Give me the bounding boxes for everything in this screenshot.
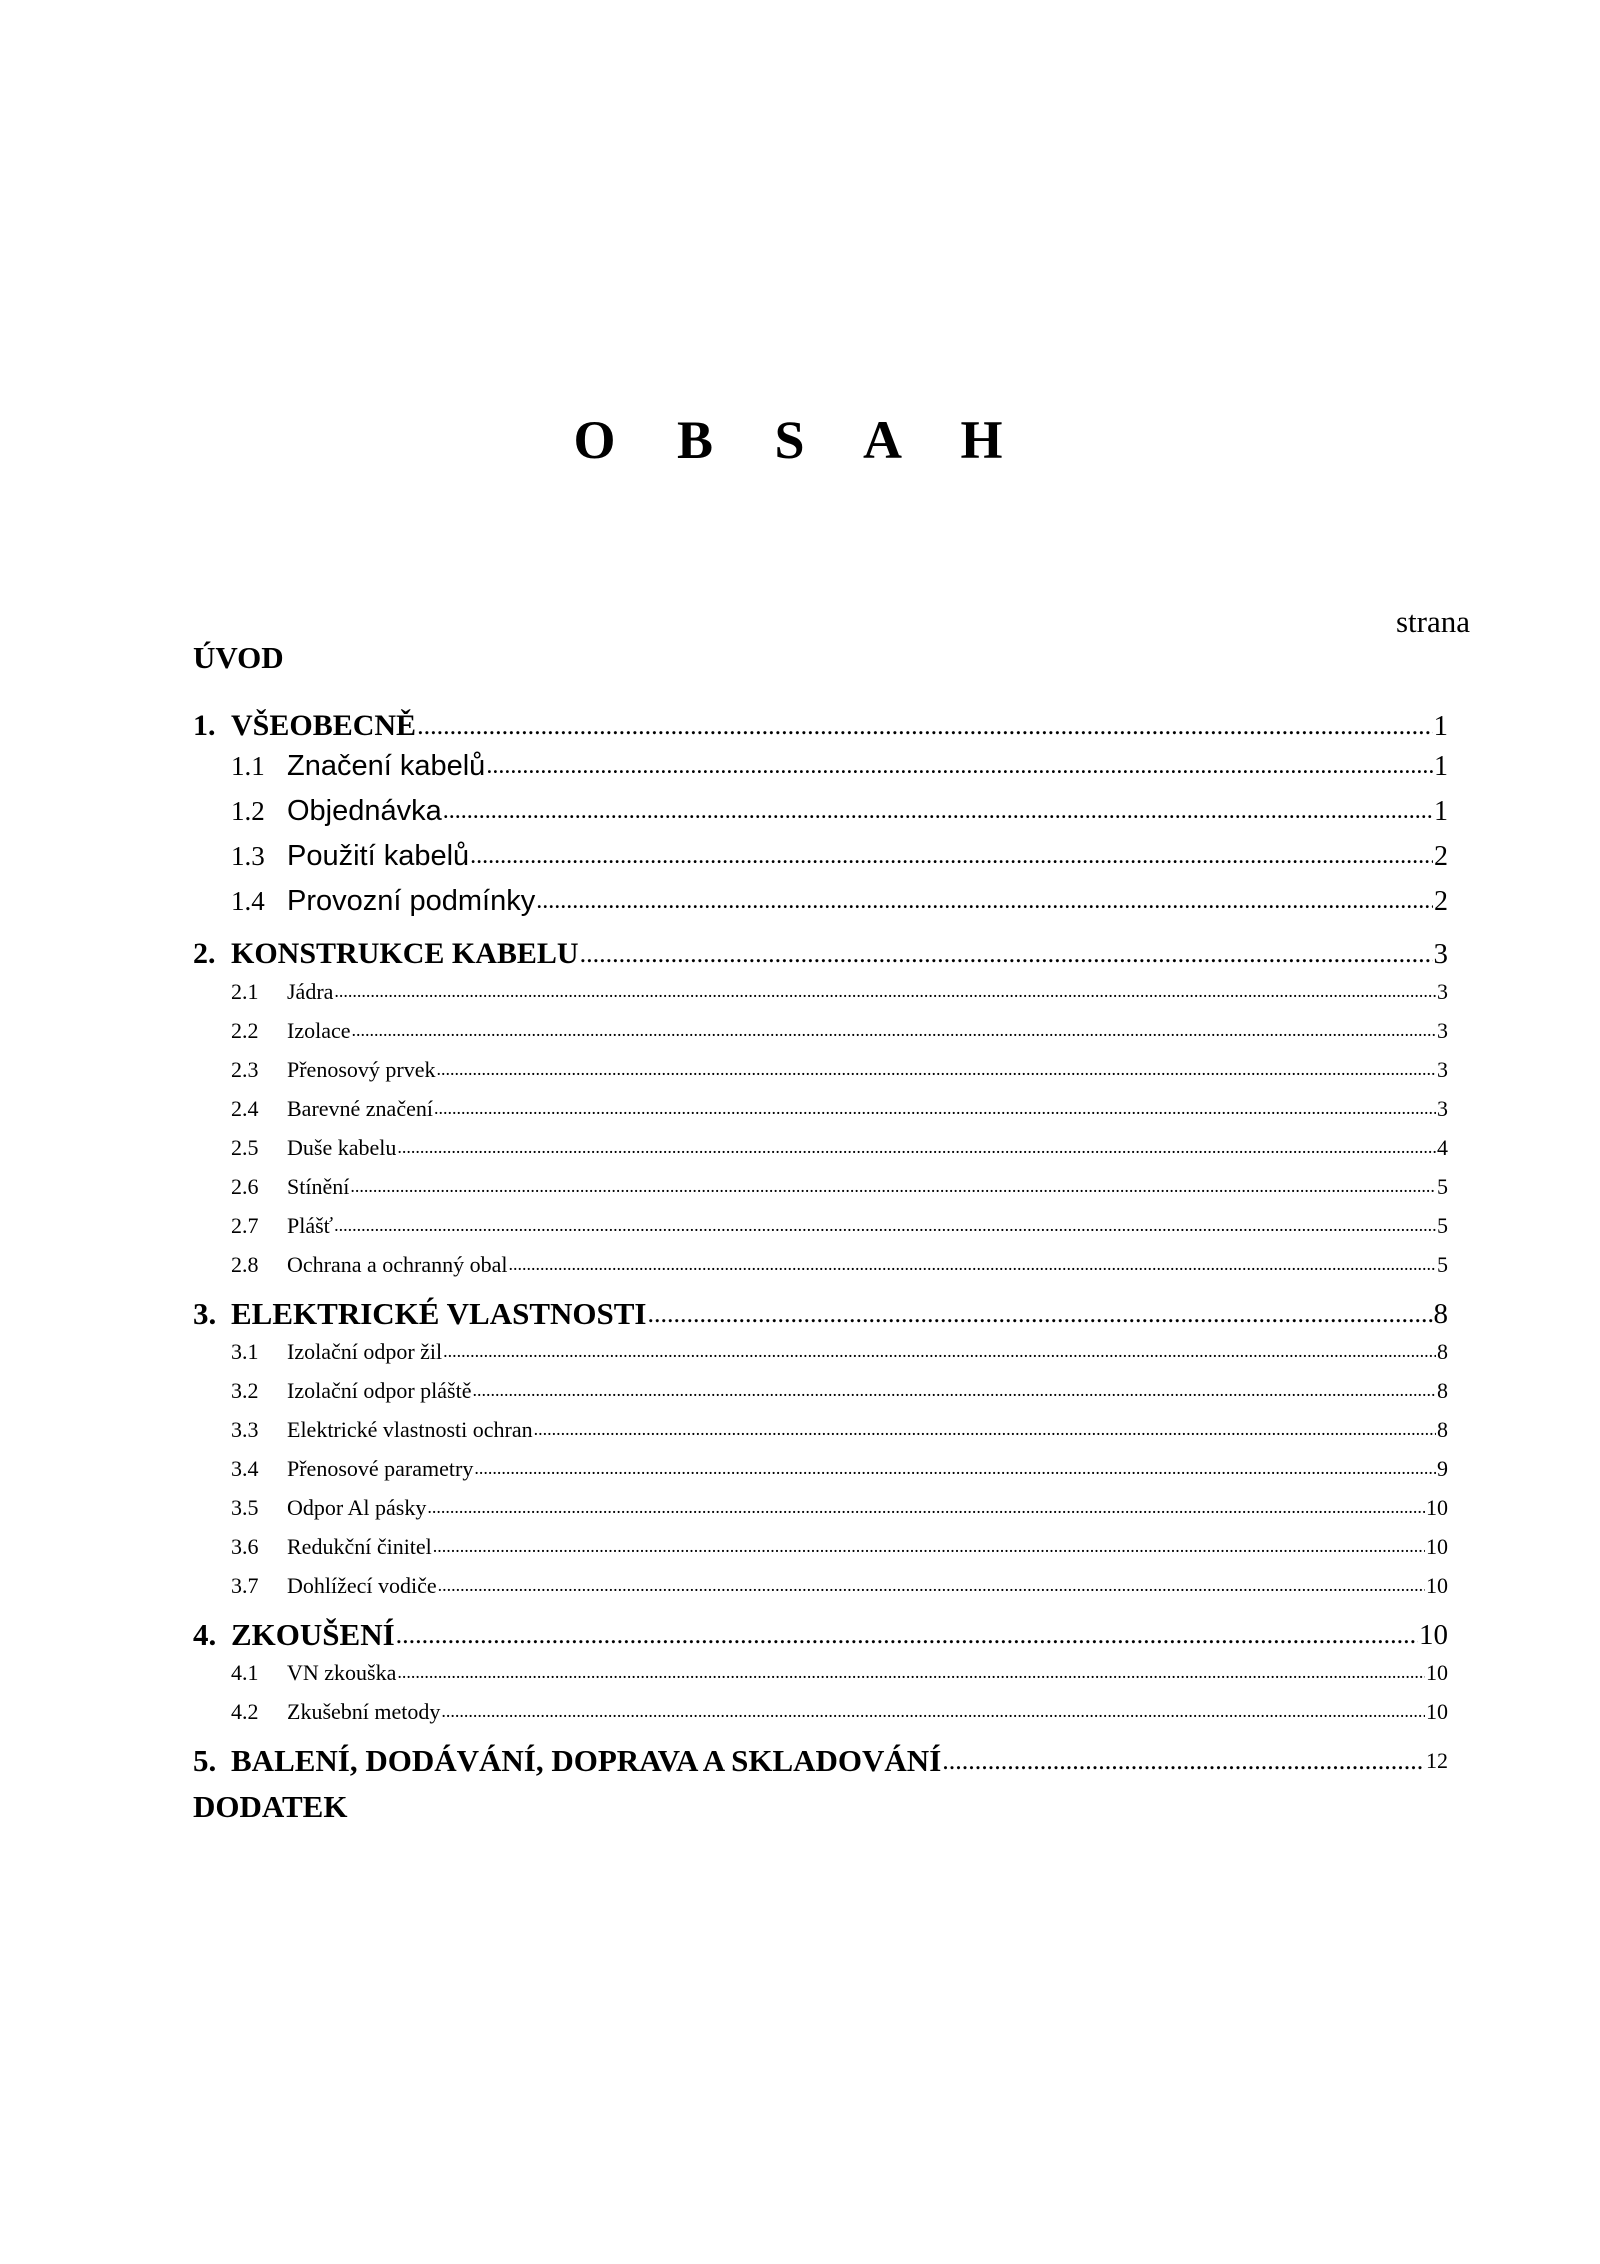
toc-page-number: 8 [1433, 1298, 1448, 1330]
toc-subsection-2-8[interactable] [193, 1245, 1448, 1284]
toc-subsection-label: Provozní podmínky [287, 885, 536, 917]
toc-subsection-number: 2.8 [231, 1252, 259, 1277]
toc-subsection-label: Barevné značení [287, 1096, 433, 1121]
toc-subsection-2-4[interactable] [193, 1089, 1448, 1128]
toc-subsection-1-2[interactable] [193, 789, 1448, 834]
toc-subsection-3-4[interactable] [193, 1449, 1448, 1488]
toc-subsection-number: 2.4 [231, 1096, 259, 1121]
toc-subsection-3-3[interactable] [193, 1410, 1448, 1449]
toc-subsection-number: 3.6 [231, 1534, 259, 1559]
toc-subsection-3-6[interactable] [193, 1527, 1448, 1566]
toc-page-number: 8 [1437, 1417, 1448, 1442]
toc-leader-dots [536, 879, 1433, 924]
toc-leader-dots [443, 789, 1433, 834]
toc-page-number: 8 [1437, 1378, 1448, 1403]
toc-subsection-number: 3.2 [231, 1378, 259, 1403]
toc-page-number: 4 [1437, 1135, 1448, 1160]
toc-leader-dots [397, 1128, 1436, 1167]
toc-subsection-label: Stínění [287, 1174, 350, 1199]
toc-leader-dots [417, 708, 1432, 744]
toc-leader-dots [441, 1692, 1425, 1731]
toc-leader-dots [350, 1167, 1436, 1206]
toc-leader-dots [443, 1332, 1436, 1371]
toc-leader-dots [397, 1653, 1425, 1692]
toc-subsection-label: Značení kabelů [287, 750, 486, 782]
toc-page-number: 10 [1419, 1619, 1448, 1651]
toc-subsection-label: Izolace [287, 1018, 351, 1043]
toc-leader-dots [334, 972, 1436, 1011]
toc-subsection-1-4[interactable] [193, 879, 1448, 924]
toc-leader-dots [334, 1206, 1436, 1245]
toc-leader-dots [438, 1566, 1425, 1605]
toc-page-number: 5 [1437, 1213, 1448, 1238]
toc-page-number: 10 [1426, 1660, 1448, 1685]
toc-subsection-number: 2.3 [231, 1057, 259, 1082]
toc-subsection-label: Redukční činitel [287, 1534, 432, 1559]
toc-page-number: 1 [1433, 710, 1448, 742]
table-of-contents [193, 640, 1448, 1825]
toc-subsection-3-7[interactable] [193, 1566, 1448, 1605]
toc-leader-dots [509, 1245, 1436, 1284]
toc-subsection-number: 4.2 [231, 1699, 259, 1724]
toc-section-number: 2. [193, 937, 216, 970]
toc-section-number: 3. [193, 1296, 217, 1331]
toc-subsection-label: VN zkouška [287, 1660, 397, 1685]
toc-leader-dots [434, 1089, 1436, 1128]
toc-leader-dots [473, 1371, 1437, 1410]
toc-page-number: 3 [1437, 979, 1448, 1004]
toc-leader-dots [436, 1050, 1436, 1089]
toc-page-number: 10 [1426, 1573, 1448, 1598]
toc-leader-dots [433, 1527, 1425, 1566]
toc-subsection-number: 2.1 [231, 979, 259, 1004]
toc-appendix[interactable] [193, 1789, 1448, 1825]
toc-page-number: 10 [1426, 1699, 1448, 1724]
toc-leader-dots [534, 1410, 1436, 1449]
toc-subsection-3-5[interactable] [193, 1488, 1448, 1527]
toc-subsection-3-1[interactable] [193, 1332, 1448, 1371]
toc-subsection-2-1[interactable] [193, 972, 1448, 1011]
toc-page-number: 3 [1437, 1057, 1448, 1082]
toc-subsection-number: 4.1 [231, 1660, 259, 1685]
toc-page-number: 10 [1426, 1495, 1448, 1520]
toc-page-number: 9 [1437, 1456, 1448, 1481]
toc-section-1[interactable] [193, 708, 1448, 744]
toc-section-number: 5. [193, 1743, 217, 1778]
toc-subsection-number: 2.2 [231, 1018, 259, 1043]
toc-subsection-label: Přenosový prvek [287, 1057, 436, 1082]
toc-section-2[interactable] [193, 936, 1448, 972]
toc-page-number: 8 [1437, 1339, 1448, 1364]
toc-subsection-number: 3.7 [231, 1573, 259, 1598]
page-title: O B S A H [573, 410, 1027, 470]
toc-leader-dots [427, 1488, 1425, 1527]
toc-section-label: ZKOUŠENÍ [231, 1617, 395, 1652]
toc-section-label: ELEKTRICKÉ VLASTNOSTI [231, 1296, 647, 1331]
toc-intro[interactable] [193, 640, 1448, 676]
toc-subsection-2-5[interactable] [193, 1128, 1448, 1167]
toc-appendix-label: DODATEK [193, 1789, 348, 1824]
toc-page-number: 2 [1434, 886, 1448, 917]
toc-leader-dots [942, 1743, 1425, 1779]
toc-subsection-number: 1.4 [231, 886, 265, 916]
toc-page-number: 3 [1437, 1018, 1448, 1043]
toc-subsection-label: Jádra [287, 979, 334, 1004]
toc-subsection-number: 2.5 [231, 1135, 259, 1160]
toc-page-number: 3 [1433, 938, 1448, 970]
toc-subsection-label: Objednávka [287, 795, 442, 827]
toc-subsection-label: Ochrana a ochranný obal [287, 1252, 508, 1277]
toc-leader-dots [486, 744, 1433, 789]
toc-section-label: VŠEOBECNĚ [231, 709, 417, 742]
toc-section-5[interactable] [193, 1743, 1448, 1779]
toc-subsection-2-6[interactable] [193, 1167, 1448, 1206]
toc-subsection-number: 1.1 [231, 751, 265, 781]
toc-section-4[interactable] [193, 1617, 1448, 1653]
toc-leader-dots [470, 834, 1433, 879]
toc-leader-dots [474, 1449, 1436, 1488]
toc-leader-dots [396, 1617, 1418, 1653]
toc-section-number: 1. [193, 709, 216, 742]
toc-subsection-number: 3.4 [231, 1456, 259, 1481]
toc-subsection-label: Izolační odpor žil [287, 1339, 443, 1364]
toc-subsection-number: 3.5 [231, 1495, 259, 1520]
toc-subsection-1-1[interactable] [193, 744, 1448, 789]
toc-page-number: 5 [1437, 1252, 1448, 1277]
page-column-label: strana [1395, 604, 1470, 639]
toc-subsection-number: 1.3 [231, 841, 265, 871]
toc-leader-dots [648, 1296, 1433, 1332]
toc-subsection-2-7[interactable] [193, 1206, 1448, 1245]
toc-section-label: KONSTRUKCE KABELU [231, 937, 579, 970]
toc-page-number: 5 [1437, 1174, 1448, 1199]
toc-subsection-number: 1.2 [231, 796, 265, 826]
toc-subsection-1-3[interactable] [193, 834, 1448, 879]
toc-page-number: 12 [1426, 1748, 1448, 1773]
toc-section-number: 4. [193, 1617, 217, 1652]
toc-intro-label: ÚVOD [193, 640, 284, 675]
toc-page-number: 3 [1437, 1096, 1448, 1121]
toc-leader-dots [580, 936, 1433, 972]
toc-page-number: 2 [1434, 841, 1448, 872]
toc-subsection-label: Zkušební metody [287, 1699, 441, 1724]
toc-subsection-label: Dohlížecí vodiče [287, 1573, 437, 1598]
toc-subsection-label: Použití kabelů [287, 840, 470, 872]
toc-subsection-label: Izolační odpor pláště [287, 1378, 472, 1403]
toc-section-label: BALENÍ, DODÁVÁNÍ, DOPRAVA A SKLADOVÁNÍ [231, 1743, 942, 1778]
toc-subsection-label: Odpor Al pásky [287, 1495, 427, 1520]
toc-subsection-2-3[interactable] [193, 1050, 1448, 1089]
toc-subsection-number: 2.6 [231, 1174, 259, 1199]
toc-subsection-4-2[interactable] [193, 1692, 1448, 1731]
toc-subsection-number: 2.7 [231, 1213, 259, 1238]
toc-subsection-label: Přenosové parametry [287, 1456, 474, 1481]
toc-page-number: 1 [1434, 796, 1448, 827]
toc-subsection-4-1[interactable] [193, 1653, 1448, 1692]
toc-subsection-label: Duše kabelu [287, 1135, 397, 1160]
toc-page-number: 10 [1426, 1534, 1448, 1559]
toc-page-number: 1 [1434, 751, 1448, 782]
toc-leader-dots [352, 1011, 1437, 1050]
toc-subsection-number: 3.3 [231, 1417, 259, 1442]
toc-subsection-label: Plášť [287, 1213, 334, 1238]
toc-subsection-number: 3.1 [231, 1339, 259, 1364]
toc-subsection-3-2[interactable] [193, 1371, 1448, 1410]
toc-subsection-label: Elektrické vlastnosti ochran [287, 1417, 533, 1442]
toc-subsection-2-2[interactable] [193, 1011, 1448, 1050]
toc-section-3[interactable] [193, 1296, 1448, 1332]
